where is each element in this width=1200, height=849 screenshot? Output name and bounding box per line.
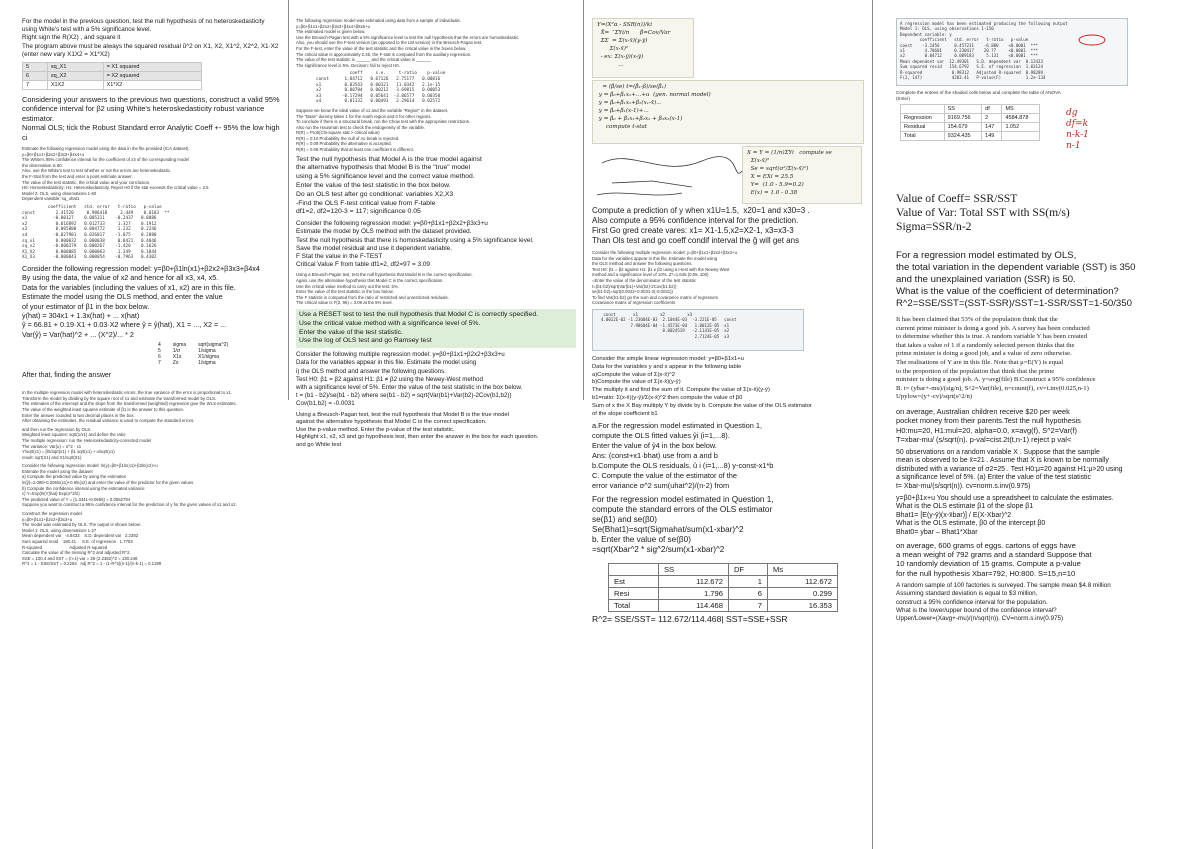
handwritten-note-2 [592, 80, 864, 144]
cell: 4584.878 [1002, 114, 1040, 123]
cell: 6 [728, 588, 767, 600]
reset-test-highlight: Use a RESET test to test the null hypothesis that Model C is correctly specified. Use the critical value method with a significance level of 5%. Enter the value of the test statistic. Use the log of OLS test and go Ramsey test [296, 309, 576, 348]
formula-summary: Value of Coeff= SSR/SST Value of Var: Total SST with SS(m/s) Sigma=SSR/n-2 [896, 192, 1070, 233]
cell: 6 [23, 72, 48, 81]
column-divider-3 [872, 0, 873, 849]
cell: Est [609, 576, 659, 588]
column-2 [296, 18, 576, 833]
cell: MS [1002, 105, 1040, 114]
column-1 [22, 18, 280, 833]
standard-error-question: For the regression model estimated in Question 1, compute the standard errors of the OLS estimator se(β1) and se(β0) Se(Bhat1)=sqrt(Sigmahat/sum(x1-xbar)^2 b. Enter the value of se(β0) =sqrt(Xbar^2 * sig^2/sum(x1-xbar)^2 [592, 495, 774, 555]
table-row [609, 600, 838, 612]
sigma-note: After that, finding the answer [22, 372, 112, 380]
cell: 112.672 [658, 576, 728, 588]
cell: 9324.435 [944, 132, 982, 141]
cell: 147 [982, 123, 1002, 132]
sigma-table-wrap [22, 342, 280, 390]
heteroskedasticity-notes: Estimate the following regression model using the data in the file provided (ICA dataset) y=β0+β1x1+β2x2+β3x3+β4x4+u The White's 95% confidence interval for the coefficient of x3 of the corresponding model the observation is 60. Also, use the White's test to test whether or not the errors are heteroskedastic. the F-Stat from the test and enter a point estimate answer. The value of the test statistic, the critical value and your conclusion. H0: Homoskedasticity; H1: Heteroskedasticity. Reject H0 if the stat exceeds the critical value = 2.5 Model 2: OLS, using observations 1-60 Dependent variable: sq_uhat1 [22, 146, 209, 202]
header-cell: DF [728, 564, 767, 576]
cell: Total [901, 132, 945, 141]
covariance-matrix-screenshot [592, 309, 804, 351]
covariance-matrix: const x1 x2 x3 4.0012E-02 -1.23004E-03 2.1044E-03 -3.221E-05 const 7.98604E-04 -1.4573E-04 1.0012E-05 x1 0.0024519 -2.1141E-05 x2 2.7124E-05 x3 [600, 311, 737, 339]
cell: 5 [23, 63, 48, 72]
r-squared-question: For a regression model estimated by OLS, the total variation in the dependent variable (SST) is 350 and the unexplained variation (SSR) is 50. What is the value of the coefficient of determination? R^2=SSE/SST=(SST-SSR)/SST=1-SSR/SST=1-50/350 [896, 250, 1136, 309]
fit-statistics: Mean dependent var 12.49301 S.D. dependent var 8.12433 Sum squared resid 154.6792 S.E. of regression 1.03124 R-squared 0.98312 Adjusted R-squared 0.98289 F(2, 147) 4283.41 P-value(F) 1.2e-134 [900, 58, 1046, 81]
header-cell [609, 564, 659, 576]
variable-table [22, 62, 202, 90]
column-divider-1 [288, 0, 289, 400]
cell: Regression [901, 114, 945, 123]
handwritten-text: = (β̂/se) t=(β̂₁-β)/se(β̂₁) y = β₀+β₁x₁+...+u (gen. normal model) y = β₀+β₁x₁+β₂(x₁-x̄)... y = β₀+β₁(x-1)+... y = β₀ + β₁x₁+β₂x₂ + β₃x₃(x-1) compute t-stat [598, 84, 711, 130]
table-row [901, 132, 1040, 141]
anova-instructions: Complete the entries of the shaded cells below and complete the table of ANOVA (Enter) [896, 90, 1061, 101]
spreadsheet-estimates-question: y=β0+β1x+u You should use a spreadsheet to calculate the estimates. What is the OLS estimate β1 of the slope β1 Bhat1= [E(y-ȳ)(x-x̄bar)] / E(X-Xbar)^2 What is the OLS estimate, β0 of the intercept β0 Bhat0= ybar – Bhat1*Xbar [896, 494, 1114, 536]
coefficient-header: coefficient std. error t-ratio p-value [22, 204, 162, 210]
eggs-question: on average, 600 grams of eggs. cartons of eggs have a mean weight of 792 grams and a standard Suppose that 10 randomly deviation of 15 grams. Compute a p-value for the null hypothesis Xbar=792, H0:800. S=15,n=10 [896, 540, 1092, 578]
table-row [901, 114, 1040, 123]
coefficient-block: coeff s.e. t-ratio p-value const 1.84712 0.67126 2.75177 0.00816 x1 0.03543 0.00321 11.0342 2.1e-15 x2 0.00784 0.00212 3.69815 0.00053 x3 -0.17294 0.05641 -3.06577 0.00350 x4 0.01132 0.00493 2.29614 0.02572 [316, 71, 446, 105]
cell: 1/σ [172, 348, 181, 355]
cell: 9169.756 [944, 114, 982, 123]
breusch-pagan-question: The following regression model was estimated using data from a sample of individuals. y=β0+β1x1+β2x2+β3x3+β4x4+β5x5+u The estimated model is given below. Use the Breusch-Pagan test with a 5% significance level to test the null hypothesis that the errors are homoskedastic. Also, you should use the F-test version (as opposed to the LM version) in the Breusch-Pagan test. For the F-test, enter the value of the test statistic and the critical value in the boxes below. The critical value is approximately 2.45, the F-stat is computed from the auxiliary regression. The value of the test statistic is ______ and the critical value is ______ The significance level is 5%. Decision: fail to reject H0. [296, 18, 520, 68]
hypothesis-notes: Suppose we know the ideal value of x1 and the variable "Region" in the dataset. The "Base" dummy takes 1 for the south region and 0 for other regions. To conclude if there is a structural break, run the Chow test with the appropriate restrictions. Also run the Hausman test to check the endogeneity of the variable. R(R) = Prob(Chi-square stat > critical value) R(R) = 0.10 Probability the null of no break is rejected. R(R) = 0.08 Probability the alternative is accepted. R(R) = 0.06 Probability that at least one coefficient is different. [296, 107, 471, 153]
prime-minister-question: It has been claimed that 53% of the population think that the current prime minister is doing a good job. A survey has been conducted to determine whether this is true. A random variable Y has been created that takes a value of 1 if a randomly selected person thinks that the prime minister is doing a good job, and a value of zero otherwise. The realisations of Y are in this file. Note that μ=E(Y) is equal to the proportion of the population that think that the prime minister is doing a good job. A. y=avg(file) B.Construct a 95% confidence B. t= (ybar+-mu)/(sig/n), S^2=Var(file), n=count(f), cv=t.inv(0.025,n-1) Upylow=(y+-cv)/sqrt(s^2/n) [896, 316, 1096, 401]
cell: X1X2 [47, 81, 103, 90]
fitted-values-question: a.For the regression model estimated in Question 1, compute the OLS fitted values ŷi (i=1,...8). Enter the value of ŷ4 in the box below. Ans: (const+x1·bhat) use from a and b b.Compute the OLS residuals, û i (i=1,...8) y-const-x1*b C. Compute the value of the estimator of the error variance σ^2 sum(uhat^2)/(n-2) from [592, 421, 774, 491]
table-row [901, 105, 1040, 114]
handwritten-text: X = Y = (1/n)ΣYi compute se Σ(x-x̄)² Se = sqrt(σ²/Σ(x-x̄)²) X = EXi = 25.5 Y= (1.0 - 5.9=0.2) E(x) = 1.0 - 0.38 [747, 150, 832, 196]
cell: Total [609, 600, 659, 612]
cell: 1.052 [1002, 123, 1040, 132]
column-3 [592, 18, 866, 833]
cell: 6 [158, 354, 161, 361]
cell: = X1 squared [103, 63, 201, 72]
homoskedasticity-question: Consider the following regression model: y=β0+β1x1+β2x2+β3x3+u Estimate the model by OLS method with the dataset provided. Test the null hypothesis that there is homoskedasticity using a 5% significance level. Save the model residual and use it dependent variable. F Stat the value in the F-TEST Critical Value F from table df1=2, df2=97 = 3.09 [296, 220, 534, 269]
cell: 114.468 [658, 600, 728, 612]
handwritten-text: Y=(X²α - SSR(n))/ki X̄= ̄ΣYi/n β̂=Cov/Var ΣΣ = Σ(x-x̄)(y-ȳ) Σ(x-x̄)² - ex: Σ(x-ȳ)(x-ȳ) ... [597, 22, 671, 68]
table-row [23, 81, 202, 90]
cell: 1.796 [658, 588, 728, 600]
white-test-question: For the model in the previous question, test the null hypothesis of no heteroskedasticity using White's test with a 5% significance level. Right sign the R(X2) , and square it The program above must be always the squared residual ũ^2 on X1, X2, X1^2, X2^2, X1·X2 (enter new vary X1X2 = X1*X2) [22, 18, 279, 58]
table-row [23, 63, 202, 72]
cell: 7 [728, 600, 767, 612]
cell: sigma [172, 342, 187, 349]
cell: sq_X2 [47, 72, 103, 81]
column-divider-2 [583, 0, 584, 400]
cell: X1/sigma [198, 354, 219, 361]
table-row [152, 360, 234, 366]
cell: Residual [901, 123, 945, 132]
anova-input-grid [900, 104, 1040, 141]
simple-regression-question: Consider the simple linear regression model: y=β0+β1x1+u Data for the variables y and x appear in the following table a)Compute the value of Σ(x-x̄)^2 b)Compute the value of Σ(x-x̄)(y-ȳ) The multiply it and find the sum of it. Compute the value of Σ(x-x̄)(y-ȳ) b1=ratio: Σ(x-x̄)(y-ȳ)/Σ(x-x̄)^2 then compute the value of β0 Sum of x the X Bay multiply Y by divide by b. Compute the value of the OLS estimator of the slope coefficient b1 [592, 355, 812, 417]
regression-output-screenshot [896, 18, 1128, 86]
cell: Zs [172, 360, 179, 367]
cell: 7 [158, 360, 161, 367]
cell: 149 [982, 132, 1002, 141]
factories-question: A random sample of 100 factories is surveyed. The sample mean $4.8 million Assuming standard deviation is equal to $3 million, construct a 95% confidence interval for the population. What is the lower/upper bound of the confidence interval? Upper/Lower=(Xavg+-mu)/(n/sqrt(n)). CV=norm.s.inv(0.975) [896, 582, 1111, 622]
column-4 [896, 18, 1186, 833]
cell: X1*X2 [103, 81, 201, 90]
cell: 16.353 [767, 600, 837, 612]
cell: X1s [172, 354, 182, 361]
coefficient-header: coefficient std. error t-ratio p-value [900, 37, 1029, 43]
cell: 7 [23, 81, 48, 90]
red-circle-annotation [1077, 33, 1107, 47]
cell: = X2 squared [103, 72, 201, 81]
cell: SS [944, 105, 982, 114]
model-comparison-question: Test the null hypothesis that Model A is the true model against the alternative hypothesis that Model B is the "true" model using a 5% significance level and the correct value method. Enter the value of the test statistic in the box below. Do an OLS test after go conditional: variables X2,X3 -Find the OLS F-test critical value from F-table df1=2, df2=120-3 = 117; significance 0.05 [296, 155, 482, 216]
wls-notes: In the multiple regression model with heteroskedastic errors, the true variance of the error is proportional to x1. Transform the model by dividing by the square root of x1 and estimate the transformed model by OLS. The estimates of the intercept and the slope from the transformed (weighted) regression give the WLS estimates. The value of the weighted least squares estimate of β1 is the answer to this question. Enter the answer rounded to two decimal places in the box. After obtaining the estimates, the residual variance is used to compute the standard errors. [22, 390, 237, 424]
cell: 2 [982, 114, 1002, 123]
cell [901, 105, 945, 114]
cell: 4 [158, 342, 161, 349]
cell: sqrt(sigma^2) [198, 342, 229, 349]
table-row [23, 72, 202, 81]
confidence-interval-question: Considering your answers to the previous two questions, construct a valid 95% confidence interval for β2 using White's heteroskedasticity robust variance estimator. Normal OLS; tick the Robust Standard error Analytic Coeff +- 95% the low high ci [22, 95, 280, 142]
anova-table [608, 563, 838, 612]
cell: 112.672 [767, 576, 837, 588]
cell: Resi [609, 588, 659, 600]
coefficient-rows: const -3.1456 0.457231 -6.880 <0.0001 *** x1 4.78601 0.230417 20.77 <0.0001 *** x2 0.04712 0.009183 5.131 <0.0001 *** [900, 42, 1039, 59]
model-header: A regression model has been estimated producing the following output Model 1: OLS, using observations 1-150 Dependent variable: y [900, 21, 1068, 37]
specification-notes: Using a Breusch-Pagan test, test the null hypothesis that Model B is the correct specification. Again, use the alternative hypothesis that Model C is the correct specification. Use the critical value method to carry out the test. 5%. Enter the value of the test statistic in the box below. The F statistic is computed from the ratio of restricted and unrestricted residuals. The critical value is F(2, 96) = 3.09 at the 5% level. [296, 272, 473, 306]
header-cell: Ms [767, 564, 837, 576]
handwritten-scribble [592, 143, 862, 203]
newey-west-notes: Consider the following multiple regression model: y=β0+β1x1+β2x2+β3x3+u Data for the variables appear in this file. Estimate the model using the OLS method and answer the following questions. Test H0: β1 = β2 against H1: β1 ≠ β2 using a t-test with the Newey-West method and a significance level of 10%. Z*=1.645 (0.05, 100) =Enter the value of the denominator of the test statistic t=(b1-b2)/sqrt(Var(b1)+Var(b2)-2Cov(b1,b2)) se(b1-b2)=sqrt(0.0042+0.0031-2(-0.0031)) To find Var(b1-b2) go the sum and covariance matrix of regressors Covariance matrix of regression coefficients [592, 250, 737, 306]
r-squared-notes: Construct the regression model y=β0+β1x1+β2x2+β3x3+u The model was estimated by OLS. The output is shown below: Model 1: OLS, using observations 1-27 Mean dependent var -4.8433 S.D. dependent var 2.2382 Sum squared resid 180.41 S.E. of regression 1.7792 R-squared Adjusted R-squared Calculate the value of the missing R^2 and adjusted R^2. SSE = 100.4 and SST = (n-1)·var = 26·(2.2382)^2 = 130.248 R^2 = 1 - SSE/SST = 0.2294 Adj R^2 = 1 - (1-R^2)(n-1)/(n-k-1) = 0.1289 [22, 511, 162, 567]
log-prediction-notes: Consider the following regression model: ln(y)=β0+β1ln(x1)+β2ln(x2)+u Estimate the model using the dataset a) Compute the predicted value by using the estimates ln(ŷ)=2.088+0.205ln(x1)+0.6ln(x2) and enter the value of the predictor for the given values b) Compute the confidence interval using the estimated variance c) Y=Exp(ln(Y)hat)·Exp(σ^2/2) The predicted value of Y = (1.3441+0.0655) = 0.0552794 Suppose you want to construct a 95% confidence interval for the prediction of y for the given values of x1 and x2. [22, 463, 237, 508]
random-variable-question: 50 observations on a random variable X . Suppose that the sample mean is observed to be x̄=21 . Assume that X is known to be normally distributed with a variance of σ2=25 . Test H0:μ=20 against H1:μ>20 using a significance level of 5%. (a) Enter the value of the test statistic t= Xbar-mu/(s/sqrt(n)). cv=norm.s.inv(0.975) [896, 448, 1123, 490]
cell: df [982, 105, 1002, 114]
anova-fill-area [896, 90, 1186, 192]
cell: sq_X1 [47, 63, 103, 72]
cell: 1 [728, 576, 767, 588]
wls-steps: and then run the regression by OLS. Weighted least squares: sqrt(1/x1) and define the ratio The multiple regression: run the Heteroskedasticity-corrected model The variance: Var(u) = σ^2 · x1 Y/sqrt(x1) = β0/sqrt(x1) + β1 sqrt(x1) + u/sqrt(x1) result: sqrt(X1) and X1/sqrt(X1) [22, 426, 151, 460]
header-cell: SS [658, 564, 728, 576]
p-value-question: Using a Breusch-Pagan test, test the null hypothesis that Model B is the true model against the alternative hypothesis that Model C is the correct specification. Use the p-value method. Enter the p-value of the test statistic. Highlight x1, x2, x3 and go hypothesis test, then enter the answer in the box for each question. and go White test [296, 411, 539, 448]
log-model-question: Consider the following regression model: y=β0+β1ln(x1)+β2x2+β3x3+β4x4 By using the data, the value of x2 and hence for all x3, x4, x5. Data for the variables (including the values of x1, x2) are in this file. Estimate the model using the OLS method, and enter the value of your estimator of β1 in the box below. ẏ(hat) = 304x1 + 1.3x(hat) + ... x(hat) ŷ = 66.81 + 0.19·X1 + 0.03·X2 where ŷ = ŷ(hat), X1 = ..., X2 = ... Var(ŷ) = Var(hat)^2 + ... (X^2)/... * 2 [22, 263, 260, 339]
pocket-money-question: on average, Australian children receive $20 per week pocket money from their parents.Test the null hypothesis H0:mu=20, H1:mul=20, alpha=0.0, x=avg(f), S^2=Var(f) T=xbar-mu/ (s/sqrt(n). p-val=cist.2t(t,n-1) reject p val< [896, 406, 1081, 445]
cell: 1/sigma [198, 348, 216, 355]
cell: 0.299 [767, 588, 837, 600]
table-row [609, 588, 838, 600]
cell: 1/sigma [198, 360, 216, 367]
cell [1002, 132, 1040, 141]
table-header-row [609, 564, 838, 576]
cell: 5 [158, 348, 161, 355]
handwritten-notes-area [592, 18, 866, 206]
handwritten-df-annotation: dg df=k n-k-1 n-1 [1066, 108, 1089, 151]
prediction-question: Compute a prediction of y when x1U=1.5, x20=1 and x30=3 . Also compute a 95% confidence interval for the prediction. First Go gred create vares: x1= X1-1.5,x2=X2-1, x3=x3-3 Than Ols test and go coeff condif interval the ĝ will get ans [592, 206, 810, 245]
newey-west-question: Consider the following multiple regression model: y=β0+β1x1+β2x2+β3x3+u Data for the variables appear in this file. Estimate the model using i) the OLS method and answer the following questions. Test H0: β1 = β2 against H1: β1 ≠ β2 using the Newey-West method with a significance level of 5%. Enter the value of the test statistic in the box below. t = (b1 - b2)/se(b1 - b2) where se(b1 - b2) = sqrt(Var(b1)+Var(b2)-2Cov(b1,b2)) Cov(b1,b2) = -0.0031 [296, 351, 523, 408]
table-row [609, 576, 838, 588]
table-row [901, 123, 1040, 132]
coefficient-table: const 2.41520 0.986418 2.449 0.0183 ** x1 -0.00127 0.005211 -0.2437 0.8086 x2 0.016892 0.012733 1.327 0.1912 x3 0.005880 0.004772 1.232 0.2246 x4 -0.027981 0.026017 -1.075 0.2880 sq_x1 0.000032 0.000038 0.8421 0.4046 sq_x2 -0.000379 0.000267 -1.420 0.1626 X1_X2 0.000085 0.000063 1.349 0.1844 X1_X3 -0.000043 0.000054 -0.7963 0.4302 [22, 210, 170, 261]
handwritten-note-1 [592, 18, 694, 78]
sigma-table [152, 342, 234, 366]
cell: 154.679 [944, 123, 982, 132]
r-squared-formula: R^2= SSE/SST= 112.672/114.468| SST=SSE+SSR [592, 614, 788, 625]
